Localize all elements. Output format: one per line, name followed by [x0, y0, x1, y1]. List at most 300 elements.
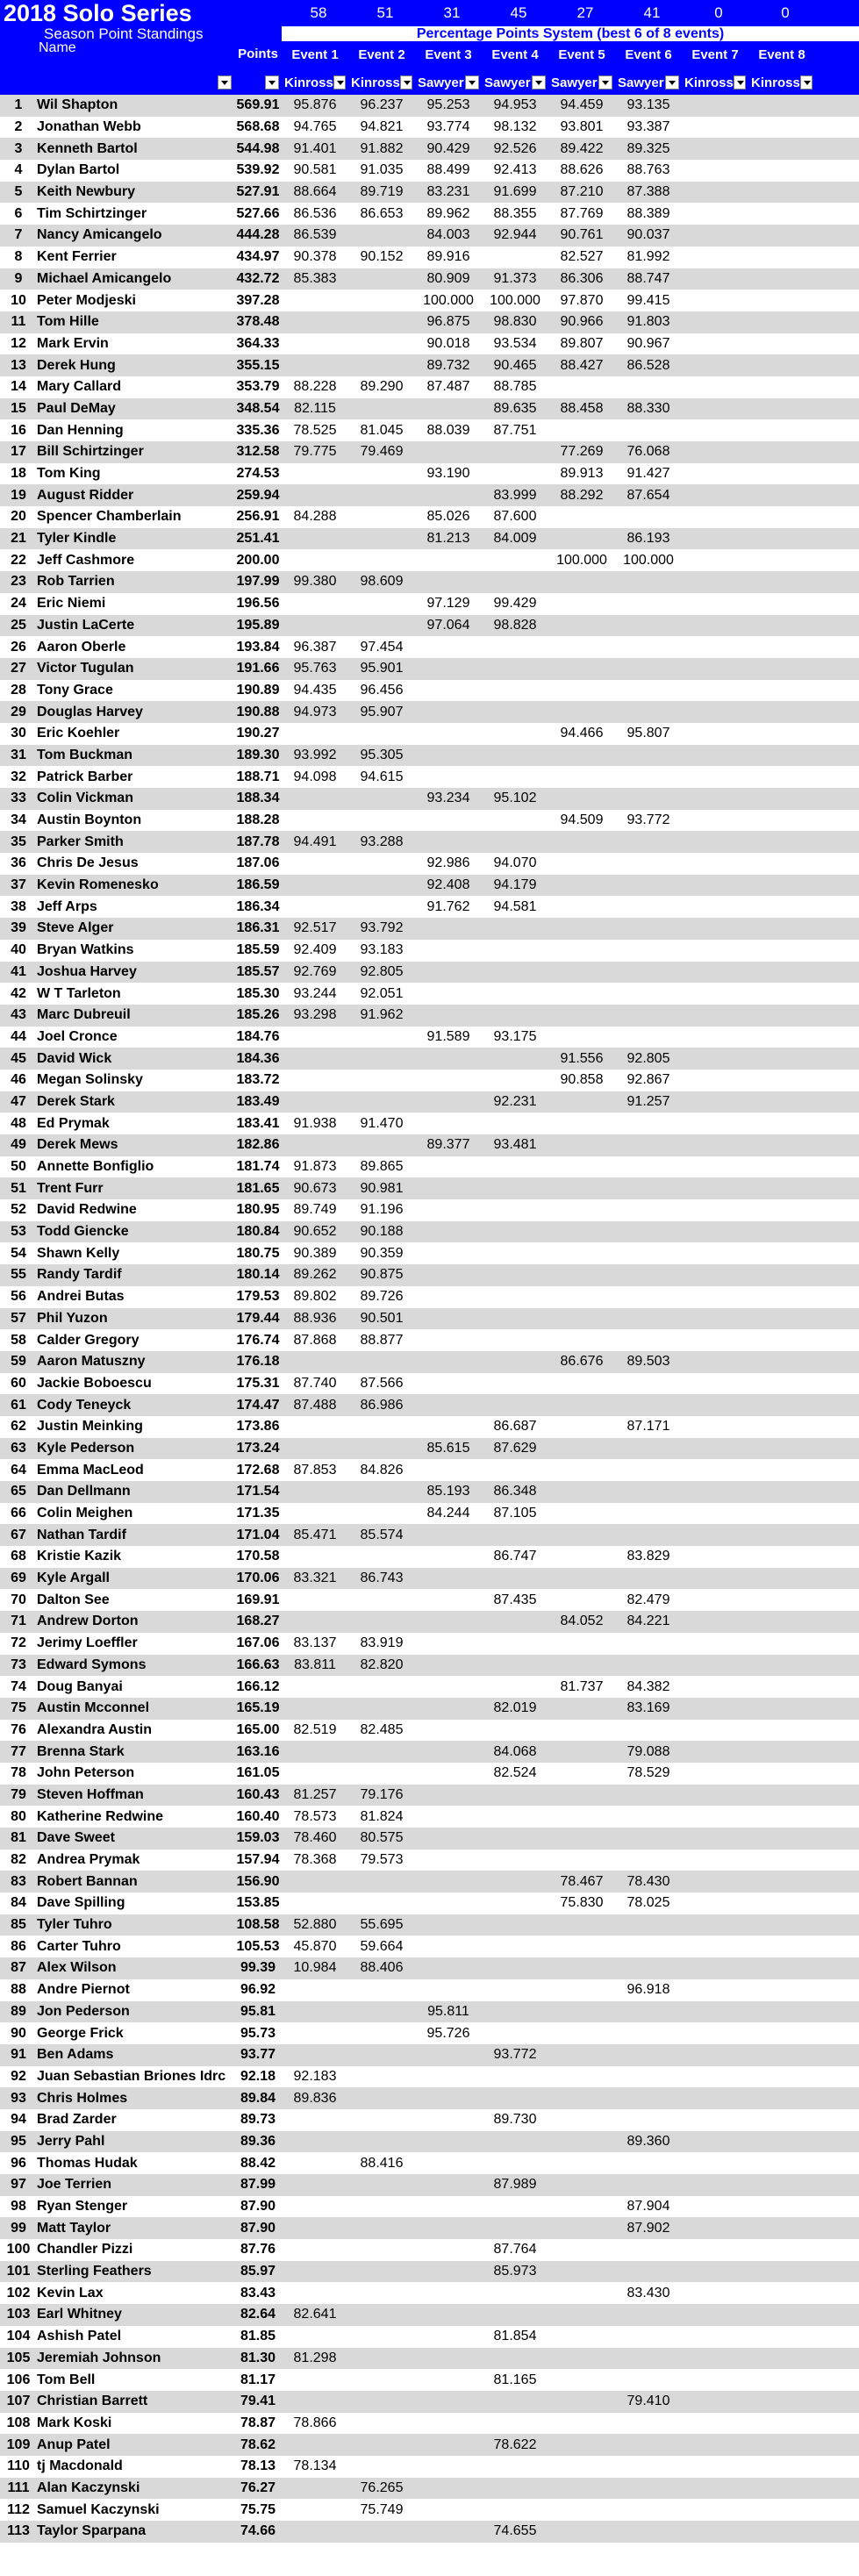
event-1-cell: 90.673	[293, 1180, 337, 1196]
name-cell: Mary Callard	[37, 379, 122, 395]
event-3-cell: 89.962	[426, 205, 470, 221]
event-1-cell: 92.769	[293, 963, 337, 979]
event-2-cell: 89.719	[360, 184, 404, 200]
points-cell: 348.54	[236, 400, 280, 416]
event-2-cell: 84.826	[360, 1462, 404, 1478]
name-cell: Colin Vickman	[37, 791, 133, 806]
event-1-cell: 93.244	[293, 985, 337, 1001]
event-4-cell: 98.828	[493, 617, 537, 633]
points-cell: 181.74	[236, 1159, 280, 1175]
rank-cell: 46	[11, 1072, 26, 1088]
name-cell: Jonathan Webb	[37, 119, 141, 135]
event-6-cell: 89.325	[626, 140, 670, 156]
name-cell: Bryan Watkins	[37, 942, 134, 958]
rank-cell: 98	[11, 2199, 26, 2215]
rank-cell: 85	[11, 1917, 26, 1933]
table-row	[0, 1308, 859, 1330]
event-1-cell: 87.740	[293, 1375, 337, 1391]
event-1-cell: 90.652	[293, 1224, 337, 1240]
event-4-cell: 94.179	[493, 877, 537, 893]
event-3-cell: 89.377	[426, 1137, 470, 1153]
rank-cell: 23	[11, 574, 26, 590]
table-row	[0, 1459, 859, 1481]
event4-filter-dropdown-icon[interactable]	[532, 75, 546, 89]
event-3-cell: 93.234	[426, 791, 470, 806]
rank-cell: 104	[6, 2329, 31, 2344]
rank-cell: 75	[11, 1700, 26, 1716]
points-cell: 85.97	[240, 2264, 276, 2279]
event-2-cell: 91.882	[360, 140, 404, 156]
event-6-cell: 87.902	[626, 2220, 670, 2236]
rank-cell: 112	[7, 2501, 30, 2517]
rank-cell: 82	[11, 1852, 26, 1868]
event-1-cell: 86.536	[293, 205, 337, 221]
points-cell: 183.41	[236, 1115, 280, 1131]
name-cell: David Wick	[37, 1050, 112, 1066]
event-1-cell: 89.836	[293, 2090, 337, 2106]
rank-cell: 50	[11, 1159, 26, 1175]
rank-cell: 113	[7, 2523, 30, 2539]
table-row	[0, 1481, 859, 1503]
event-4-cell: 87.105	[493, 1506, 537, 1521]
table-row	[0, 2001, 859, 2023]
table-row	[0, 1027, 859, 1048]
event-5-cell: 81.737	[560, 1678, 604, 1694]
event-4-cell: 81.854	[493, 2329, 537, 2344]
name-cell: Alan Kaczynski	[37, 2479, 140, 2495]
event-1-cell: 82.519	[293, 1721, 337, 1737]
table-row	[0, 1373, 859, 1395]
rank-cell: 51	[11, 1180, 26, 1196]
rank-cell: 22	[11, 552, 26, 568]
table-row	[0, 658, 859, 680]
event-6-cell: 88.763	[626, 162, 670, 178]
table-row	[0, 1957, 859, 1979]
points-cell: 179.44	[236, 1310, 280, 1326]
points-cell: 176.74	[236, 1332, 280, 1348]
points-cell: 259.94	[236, 487, 280, 503]
points-cell: 184.76	[236, 1028, 280, 1044]
rank-cell: 110	[7, 2458, 30, 2474]
points-cell: 89.84	[240, 2090, 276, 2106]
table-row	[0, 117, 859, 139]
table-row	[0, 1720, 859, 1742]
name-cell: Dylan Bartol	[37, 162, 120, 178]
points-cell: 312.58	[236, 444, 280, 460]
table-row	[0, 1850, 859, 1871]
points-cell: 95.73	[240, 2025, 276, 2041]
points-cell: 173.24	[236, 1440, 280, 1456]
event-3-cell: 93.190	[426, 466, 470, 482]
name-cell: Brad Zarder	[37, 2112, 117, 2128]
points-cell: 160.40	[236, 1808, 280, 1824]
event-6-cell: 88.330	[626, 400, 670, 416]
points-cell: 169.91	[236, 1592, 280, 1607]
rank-cell: 86	[11, 1938, 26, 1954]
event-2-cell: 95.901	[360, 661, 404, 676]
name-cell: Douglas Harvey	[37, 704, 143, 719]
event-6-cell: 89.503	[626, 1354, 670, 1370]
column-header-row	[0, 41, 859, 70]
name-cell: Paul DeMay	[37, 400, 116, 416]
table-row	[0, 745, 859, 767]
points-filter-cell	[234, 70, 282, 95]
event-2-cell: 90.875	[360, 1267, 404, 1283]
rank-cell: 108	[6, 2415, 31, 2430]
event-1-cell: 78.368	[293, 1852, 337, 1868]
rank-cell: 1	[14, 97, 23, 113]
event-6-cell: 88.747	[626, 270, 670, 286]
table-row	[0, 528, 859, 550]
points-cell: 187.78	[236, 834, 280, 849]
event-count-3: 31	[443, 4, 461, 21]
event-6-cell: 86.193	[626, 531, 670, 547]
name-column-header: Name	[39, 40, 76, 55]
event-2-cell: 89.290	[360, 379, 404, 395]
points-cell: 256.91	[236, 509, 280, 525]
rank-cell: 17	[11, 444, 26, 460]
event-2-cell: 90.981	[360, 1180, 404, 1196]
event-4-cell: 92.231	[493, 1093, 537, 1109]
points-cell: 184.36	[236, 1050, 280, 1066]
event-2-cell: 80.575	[360, 1830, 404, 1846]
name-cell: Juan Sebastian Briones Idrc	[37, 2068, 226, 2084]
event-2-cell: 92.051	[360, 985, 404, 1001]
name-cell: Jerimy Loeffler	[37, 1635, 138, 1651]
event-1-cell: 83.321	[293, 1571, 337, 1586]
event-6-cell: 87.904	[626, 2199, 670, 2215]
points-cell: 190.89	[236, 682, 280, 698]
event-1-cell: 52.880	[293, 1917, 337, 1933]
name-cell: Alexandra Austin	[37, 1721, 152, 1737]
rank-cell: 67	[11, 1527, 26, 1542]
event-6-cell: 90.967	[626, 335, 670, 351]
event-1-cell: 99.380	[293, 574, 337, 590]
points-cell: 88.42	[240, 2155, 276, 2171]
rank-cell: 99	[11, 2220, 26, 2236]
table-row	[0, 1914, 859, 1936]
event-6-cell: 82.479	[626, 1592, 670, 1607]
rank-cell: 19	[11, 487, 26, 503]
title-row	[0, 0, 859, 26]
event-2-cell: 85.574	[360, 1527, 404, 1542]
event-2-cell: 76.265	[360, 2479, 404, 2495]
page-subtitle: Season Point Standings	[44, 25, 204, 42]
event-2-cell: 81.045	[360, 422, 404, 438]
event-5-cell: 88.626	[560, 162, 604, 178]
name-cell: Robert Bannan	[37, 1873, 138, 1889]
event-5-cell: 97.870	[560, 292, 604, 308]
name-cell: Joshua Harvey	[37, 963, 137, 979]
points-cell: 444.28	[236, 227, 280, 243]
table-row	[0, 2282, 859, 2304]
event-2-cell: 93.792	[360, 920, 404, 936]
event-count-4: 45	[510, 4, 527, 21]
name-cell: Jerry Pahl	[37, 2133, 105, 2149]
table-row	[0, 680, 859, 702]
table-row	[0, 701, 859, 723]
event-2-cell: 90.188	[360, 1224, 404, 1240]
event-1-cell: 92.409	[293, 942, 337, 958]
event-2-cell: 88.416	[360, 2155, 404, 2171]
location-cell-7	[682, 70, 748, 95]
event-2-cell: 91.196	[360, 1202, 404, 1218]
rank-cell: 45	[11, 1050, 26, 1066]
rank-cell: 43	[11, 1007, 26, 1023]
event-1-cell: 88.228	[293, 379, 337, 395]
event-1-cell: 94.973	[293, 704, 337, 719]
name-cell: Kristie Kazik	[37, 1549, 122, 1564]
event-4-cell: 98.132	[493, 119, 537, 135]
event-1-cell: 82.641	[293, 2307, 337, 2322]
rank-cell: 76	[11, 1721, 26, 1737]
points-cell: 174.47	[236, 1397, 280, 1413]
table-row	[0, 1741, 859, 1763]
points-cell: 105.53	[236, 1938, 280, 1954]
event2-filter-dropdown-icon[interactable]	[400, 75, 412, 89]
event-5-cell: 87.210	[560, 184, 604, 200]
event-1-cell: 85.383	[293, 270, 337, 286]
rank-cell: 49	[11, 1137, 26, 1153]
table-row	[0, 2478, 859, 2500]
points-cell: 89.36	[240, 2133, 276, 2149]
rank-cell: 32	[11, 769, 26, 784]
event-1-cell: 10.984	[293, 1960, 337, 1976]
points-cell: 78.62	[240, 2436, 276, 2452]
event-6-cell: 83.829	[626, 1549, 670, 1564]
name-cell: Eric Niemi	[37, 596, 106, 612]
event-6-cell: 83.430	[626, 2285, 670, 2301]
points-cell: 355.15	[236, 357, 280, 373]
points-cell: 187.06	[236, 855, 280, 871]
rank-cell: 4	[14, 162, 23, 178]
event-2-cell: 55.695	[360, 1917, 404, 1933]
name-cell: Dave Sweet	[37, 1830, 115, 1846]
rank-cell: 71	[11, 1614, 26, 1629]
table-row	[0, 2217, 859, 2239]
rank-cell: 12	[11, 335, 26, 351]
points-cell: 193.84	[236, 639, 280, 655]
table-row	[0, 1394, 859, 1416]
name-cell: Tom Hille	[37, 314, 99, 330]
table-row	[0, 875, 859, 897]
points-cell: 568.68	[236, 119, 280, 135]
event-3-cell: 91.589	[426, 1028, 470, 1044]
points-filter-dropdown-icon[interactable]	[265, 75, 279, 89]
event-1-cell: 81.298	[293, 2350, 337, 2365]
event-6-cell: 84.382	[626, 1678, 670, 1694]
event-5-cell: 90.966	[560, 314, 604, 330]
name-cell: Anup Patel	[37, 2436, 111, 2452]
name-cell: Matt Taylor	[37, 2220, 111, 2236]
event-5-cell: 94.459	[560, 97, 604, 113]
event-3-cell: 88.499	[426, 162, 470, 178]
event-4-cell: 86.687	[493, 1419, 537, 1435]
table-row	[0, 247, 859, 268]
rank-cell: 62	[11, 1419, 26, 1435]
name-cell: Thomas Hudak	[37, 2155, 138, 2171]
points-cell: 180.75	[236, 1245, 280, 1261]
rank-cell: 66	[11, 1506, 26, 1521]
points-cell: 79.41	[240, 2394, 276, 2409]
rank-cell: 11	[11, 314, 26, 330]
event7-filter-dropdown-icon[interactable]	[734, 75, 746, 89]
name-cell: Ed Prymak	[37, 1115, 110, 1131]
points-cell: 160.43	[236, 1786, 280, 1802]
name-cell: Edward Symons	[37, 1657, 147, 1672]
rank-cell: 84	[11, 1895, 26, 1911]
rank-cell: 15	[11, 400, 26, 416]
table-row	[0, 1655, 859, 1677]
event-4-cell: 93.481	[493, 1137, 537, 1153]
event-4-cell: 100.000	[490, 292, 540, 308]
event-2-cell: 59.664	[360, 1938, 404, 1954]
rank-cell: 2	[14, 119, 23, 135]
points-cell: 195.89	[236, 617, 280, 633]
event-2-cell: 81.824	[360, 1808, 404, 1824]
rank-cell: 79	[11, 1786, 26, 1802]
rank-cell: 101	[6, 2264, 31, 2279]
name-cell: Kevin Lax	[37, 2285, 104, 2301]
name-cell: Andre Piernot	[37, 1982, 130, 1998]
location-cell-1	[282, 70, 348, 95]
table-row	[0, 463, 859, 485]
table-row	[0, 1221, 859, 1243]
standings-table-body	[0, 95, 859, 2543]
rank-cell: 35	[11, 834, 26, 849]
table-row	[0, 2131, 859, 2153]
table-row	[0, 1416, 859, 1438]
event-1-cell: 88.664	[293, 184, 337, 200]
event3-filter-dropdown-icon[interactable]	[465, 75, 479, 89]
points-cell: 75.75	[240, 2501, 276, 2517]
rank-cell: 88	[11, 1982, 26, 1998]
event-4-cell: 87.629	[493, 1440, 537, 1456]
rank-cell: 21	[11, 531, 26, 547]
event-1-cell: 92.517	[293, 920, 337, 936]
table-row	[0, 1264, 859, 1286]
table-row	[0, 1763, 859, 1785]
name-cell: John Peterson	[37, 1765, 135, 1781]
event-6-cell: 99.415	[626, 292, 670, 308]
event-4-cell: 87.435	[493, 1592, 537, 1607]
points-cell: 179.53	[236, 1289, 280, 1305]
event6-filter-dropdown-icon[interactable]	[665, 75, 679, 89]
event-4-cell: 94.070	[493, 855, 537, 871]
event-6-cell: 91.803	[626, 314, 670, 330]
table-row	[0, 1698, 859, 1720]
table-row	[0, 1828, 859, 1850]
event-6-cell: 87.654	[626, 487, 670, 503]
event-1-cell: 93.992	[293, 747, 337, 762]
rank-cell: 107	[6, 2394, 31, 2409]
table-row	[0, 1785, 859, 1807]
name-cell: Steve Alger	[37, 920, 114, 936]
name-cell: Christian Barrett	[37, 2394, 148, 2409]
event-4-cell: 98.830	[493, 314, 537, 330]
event-2-cell: 96.456	[360, 682, 404, 698]
points-cell: 82.64	[240, 2307, 276, 2322]
event-3-cell: 87.487	[426, 379, 470, 395]
table-row	[0, 268, 859, 290]
rank-cell: 65	[11, 1484, 26, 1499]
event-3-cell: 81.213	[426, 531, 470, 547]
table-row	[0, 853, 859, 875]
table-row	[0, 1806, 859, 1828]
event-3-cell: 90.429	[426, 140, 470, 156]
event-2-cell: 92.805	[360, 963, 404, 979]
rank-cell: 30	[11, 726, 26, 741]
name-cell: Kyle Pederson	[37, 1440, 135, 1456]
event-5-cell: 87.769	[560, 205, 604, 221]
event-1-cell: 92.183	[293, 2068, 337, 2084]
event-6-cell: 91.257	[626, 1093, 670, 1109]
name-cell: George Frick	[37, 2025, 124, 2041]
table-row	[0, 1156, 859, 1178]
name-cell: Peter Modjeski	[37, 292, 136, 308]
points-cell: 95.81	[240, 2003, 276, 2019]
table-row	[0, 636, 859, 658]
rank-cell: 3	[14, 140, 23, 156]
name-cell: Nathan Tardif	[37, 1527, 126, 1542]
event-5-cell: 89.807	[560, 335, 604, 351]
event-1-cell: 79.775	[293, 444, 337, 460]
name-cell: Jeff Cashmore	[37, 552, 135, 568]
table-row	[0, 2348, 859, 2370]
event-2-cell: 79.573	[360, 1852, 404, 1868]
event-4-cell: 82.524	[493, 1765, 537, 1781]
event-6-cell: 84.221	[626, 1614, 670, 1629]
location-cell-6	[615, 70, 682, 95]
table-row	[0, 788, 859, 810]
rank-cell: 78	[11, 1765, 26, 1781]
rank-cell: 92	[11, 2068, 26, 2084]
event-6-cell: 78.529	[626, 1765, 670, 1781]
points-cell: 188.34	[236, 791, 280, 806]
points-cell: 353.79	[236, 379, 280, 395]
name-filter-dropdown-icon[interactable]	[218, 75, 232, 89]
event-4-cell: 88.355	[493, 205, 537, 221]
event5-filter-dropdown-icon[interactable]	[598, 75, 612, 89]
event1-filter-dropdown-icon[interactable]	[333, 75, 346, 89]
name-cell: Sterling Feathers	[37, 2264, 152, 2279]
name-cell: Samuel Kaczynski	[37, 2501, 160, 2517]
name-cell: Derek Stark	[37, 1093, 115, 1109]
points-cell: 81.30	[240, 2350, 276, 2365]
rank-cell: 42	[11, 985, 26, 1001]
event-5-cell: 82.527	[560, 249, 604, 265]
points-cell: 87.90	[240, 2220, 276, 2236]
event-1-cell: 91.401	[293, 140, 337, 156]
event-5-cell: 93.801	[560, 119, 604, 135]
event-4-cell: 89.635	[493, 400, 537, 416]
event-count-1: 58	[310, 4, 327, 21]
event-6-cell: 100.000	[623, 552, 674, 568]
table-row	[0, 1611, 859, 1633]
name-cell: Emma MacLeod	[37, 1462, 144, 1478]
rank-cell: 29	[11, 704, 26, 719]
name-cell: Nancy Amicangelo	[37, 227, 162, 243]
event-header-8: Event 8	[758, 47, 805, 62]
points-cell: 170.06	[236, 1571, 280, 1586]
points-cell: 185.26	[236, 1007, 280, 1023]
event8-filter-dropdown-icon[interactable]	[800, 75, 812, 89]
table-row	[0, 2196, 859, 2218]
points-cell: 78.13	[240, 2458, 276, 2474]
event-1-cell: 93.298	[293, 1007, 337, 1023]
points-cell: 185.57	[236, 963, 280, 979]
points-cell: 81.85	[240, 2329, 276, 2344]
